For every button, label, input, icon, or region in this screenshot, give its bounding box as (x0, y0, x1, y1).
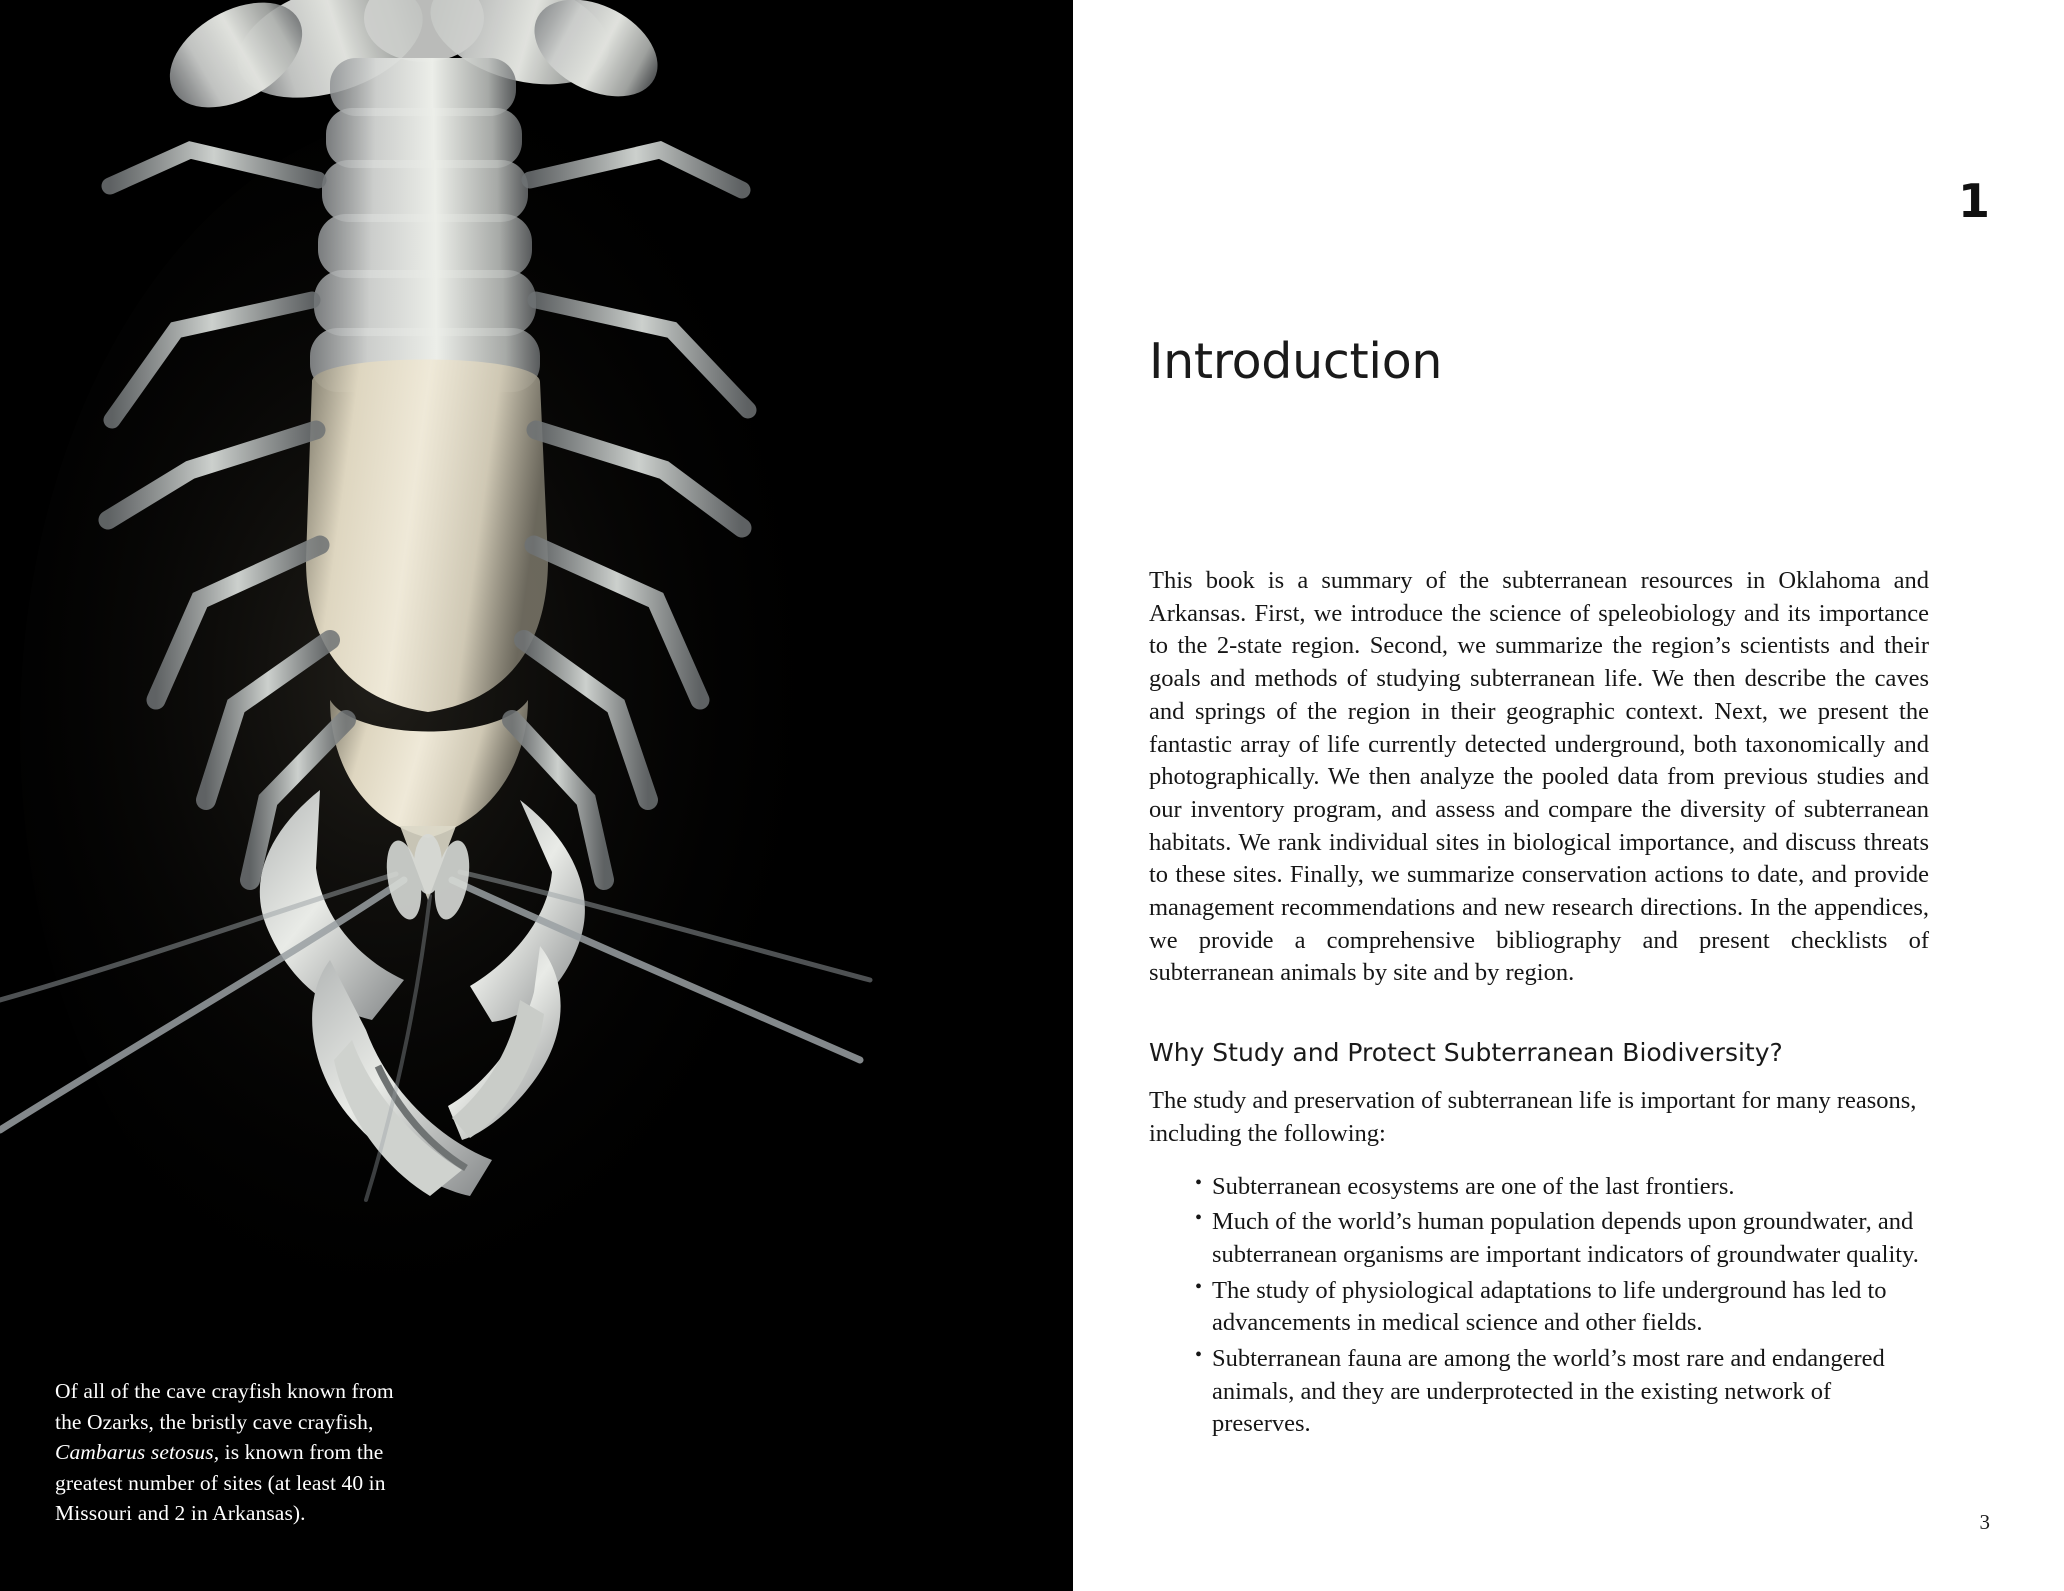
lead-in-paragraph: The study and preservation of subterranean life is important for many reasons, including the following: (1149, 1087, 1917, 1147)
benefits-list (1149, 1171, 1929, 1442)
list-item: • Subterranean fauna are among the world’s most rare and endangered animals, and they are underprotected in the existing network of preserves. (1195, 1343, 1929, 1441)
body-content (1149, 565, 1929, 1444)
caption-line-6: Arkansas). (212, 1501, 306, 1526)
intro-paragraph: This book is a summary of the subterranean resources in Oklahoma and Arkansas. First, we introduce the science of speleobiology and its importance to the 2-state region. Second, we summarize the region’s scientists and their goals and methods of studying subterranean life. We then describe the caves and springs of the region in their geographic context. Next, we present the fantastic array of life currently detected underground, both taxonomically and photographically. We then analyze the pooled data from previous studies and our inventory program, and assess and compare the diversity of subterranean habitats. We rank individual sites in biological importance, and discuss threats to these sites. Finally, we summarize conservation actions to date, and provide management recommendations and new research directions. In the appendices, we provide a comprehensive bibliography and present checklists of subterranean animals by site and by region. (1149, 567, 1929, 987)
photo-caption (55, 1376, 425, 1529)
caption-line-3-prefix: crayfish, (297, 1409, 374, 1434)
list-item: • Subterranean ecosystems are one of the last frontiers. (1195, 1171, 1929, 1204)
chapter-number: 1 (1957, 174, 1990, 228)
caption-line-3-suffix: is known (219, 1440, 304, 1465)
caption-line-5: (at least 40 in Missouri and 2 in (55, 1470, 386, 1526)
caption-species-name: Cambarus setosus, (55, 1440, 220, 1465)
section-subheading: Why Study and Protect Subterranean Biodiversity? (1149, 1038, 1783, 1068)
list-item: • The study of physiological adaptations to life underground has led to advancements in medical science and other fields. (1195, 1275, 1929, 1340)
page-number: 3 (1979, 1510, 1990, 1534)
page-title: Introduction (1149, 332, 1443, 390)
caption-line-1: Of all of the cave crayfish known (55, 1379, 347, 1404)
caption-line-4: from the greatest number of sites (55, 1440, 384, 1495)
caption-line-2: from the Ozarks, the bristly cave (55, 1379, 394, 1434)
list-item: • Much of the world’s human population depends upon groundwater, and subterranean organisms are important indicators of groundwater quality. (1195, 1206, 1929, 1271)
right-page-text (1073, 0, 2064, 1591)
